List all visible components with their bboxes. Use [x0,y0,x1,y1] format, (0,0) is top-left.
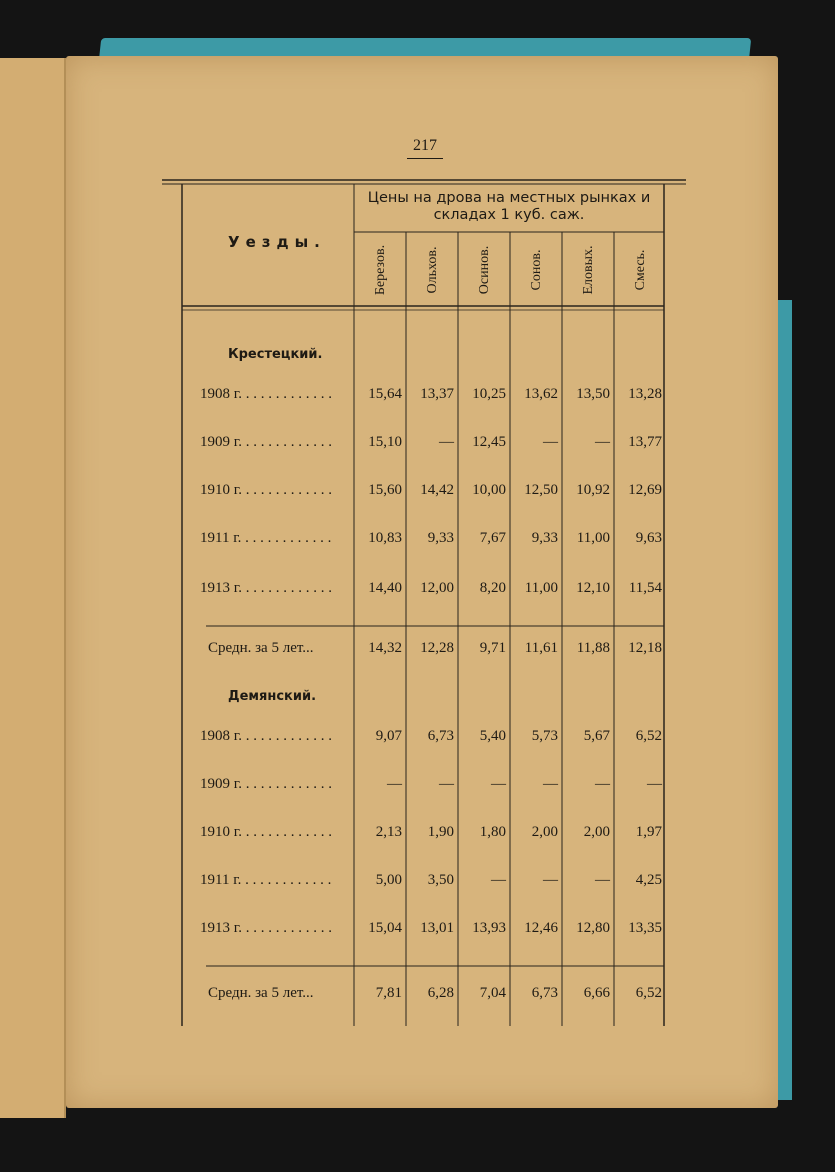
table-cell: 12,50 [524,482,558,498]
table-cell: 5,67 [583,728,610,744]
table-cell: 11,54 [628,580,662,596]
table-cell: 6,52 [635,728,662,744]
table-cell: — [595,776,610,792]
table-cell: — [543,776,558,792]
row-label: 1909 г. . . . . . . . . . . . . [200,434,332,450]
page-number: 217 [407,137,443,159]
average-cell: 7,81 [375,985,402,1001]
row-label: 1911 г. . . . . . . . . . . . . [200,872,332,888]
average-cell: 7,04 [479,985,506,1001]
table-cell: — [491,872,506,888]
table-cell: 13,28 [628,386,662,402]
table-cell: 13,37 [420,386,454,402]
average-cell: 9,71 [479,640,506,656]
table-cell: 10,83 [368,530,402,546]
column-header: Смесь. [633,249,648,291]
row-label: 1911 г. . . . . . . . . . . . . [200,530,332,546]
table-cell: 2,13 [375,824,402,840]
table-cell: 5,40 [479,728,506,744]
table-cell: 9,07 [375,728,402,744]
table-cell: — [647,776,662,792]
table-cell: 12,46 [524,920,558,936]
row-label: 1910 г. . . . . . . . . . . . . [200,824,332,840]
column-header: Ольхов. [425,246,440,294]
average-label: Средн. за 5 лет... [208,640,314,656]
table-cell: 15,04 [368,920,402,936]
table-cell: 4,25 [635,872,662,888]
table-cell: 12,69 [628,482,662,498]
table-cell: 13,35 [628,920,662,936]
table-cell: — [439,434,454,450]
table-cell: 7,67 [479,530,506,546]
table-cell: 10,25 [472,386,506,402]
table-cell: 2,00 [583,824,610,840]
table-cell: 12,10 [576,580,610,596]
table-cell: 13,50 [576,386,610,402]
column-header: Еловых. [581,245,596,295]
table-cell: 13,62 [524,386,558,402]
table-cell: 1,90 [427,824,454,840]
average-cell: 6,52 [635,985,662,1001]
average-cell: 6,66 [583,985,610,1001]
table-cell: 10,92 [576,482,610,498]
table-cell: 12,80 [576,920,610,936]
row-label: 1913 г. . . . . . . . . . . . . [200,920,332,936]
row-label: 1909 г. . . . . . . . . . . . . [200,776,332,792]
table-cell: — [439,776,454,792]
district-title: Демянский. [228,689,317,704]
table-cell: 9,33 [427,530,454,546]
average-cell: 11,88 [576,640,610,656]
table-cell: 15,60 [368,482,402,498]
column-header: Осинов. [477,245,492,295]
table-cell: — [595,434,610,450]
table-cell: 2,00 [531,824,558,840]
table-cell: 1,80 [479,824,506,840]
table-cell: 13,93 [472,920,506,936]
table-cell: 15,10 [368,434,402,450]
average-cell: 6,73 [531,985,558,1001]
table-cell: 12,00 [420,580,454,596]
row-header: Уезды. [228,233,326,251]
table-cell: — [491,776,506,792]
group-header: Цены на дрова на местных рынках и складах 1 куб. саж. [367,190,651,223]
row-label: 1910 г. . . . . . . . . . . . . [200,482,332,498]
table-cell: — [595,872,610,888]
table-cell: 15,64 [368,386,402,402]
table-cell: 12,45 [472,434,506,450]
column-header: Березов. [373,244,388,296]
table-cell: 13,01 [420,920,454,936]
table-cell: 1,97 [635,824,662,840]
table-cell: 9,33 [531,530,558,546]
row-label: 1908 г. . . . . . . . . . . . . [200,386,332,402]
table-cell: 11,00 [524,580,558,596]
table-cell: 14,42 [420,482,454,498]
row-label: 1908 г. . . . . . . . . . . . . [200,728,332,744]
table-cell: 5,00 [375,872,402,888]
table-cell: 11,00 [576,530,610,546]
table-cell: 8,20 [479,580,506,596]
table-cell: 6,73 [427,728,454,744]
table-cell: 5,73 [531,728,558,744]
average-cell: 12,28 [420,640,454,656]
table-cell: 3,50 [427,872,454,888]
average-cell: 12,18 [628,640,662,656]
average-cell: 6,28 [427,985,454,1001]
table-cell: 9,63 [635,530,662,546]
column-header: Сонов. [529,249,544,291]
average-cell: 11,61 [524,640,558,656]
district-title: Крестецкий. [228,347,323,362]
average-cell: 14,32 [368,640,402,656]
table-cell: 10,00 [472,482,506,498]
row-label: 1913 г. . . . . . . . . . . . . [200,580,332,596]
table-cell: — [543,434,558,450]
table-cell: 14,40 [368,580,402,596]
table-cell: — [387,776,402,792]
average-label: Средн. за 5 лет... [208,985,314,1001]
table-cell: — [543,872,558,888]
table-cell: 13,77 [628,434,662,450]
